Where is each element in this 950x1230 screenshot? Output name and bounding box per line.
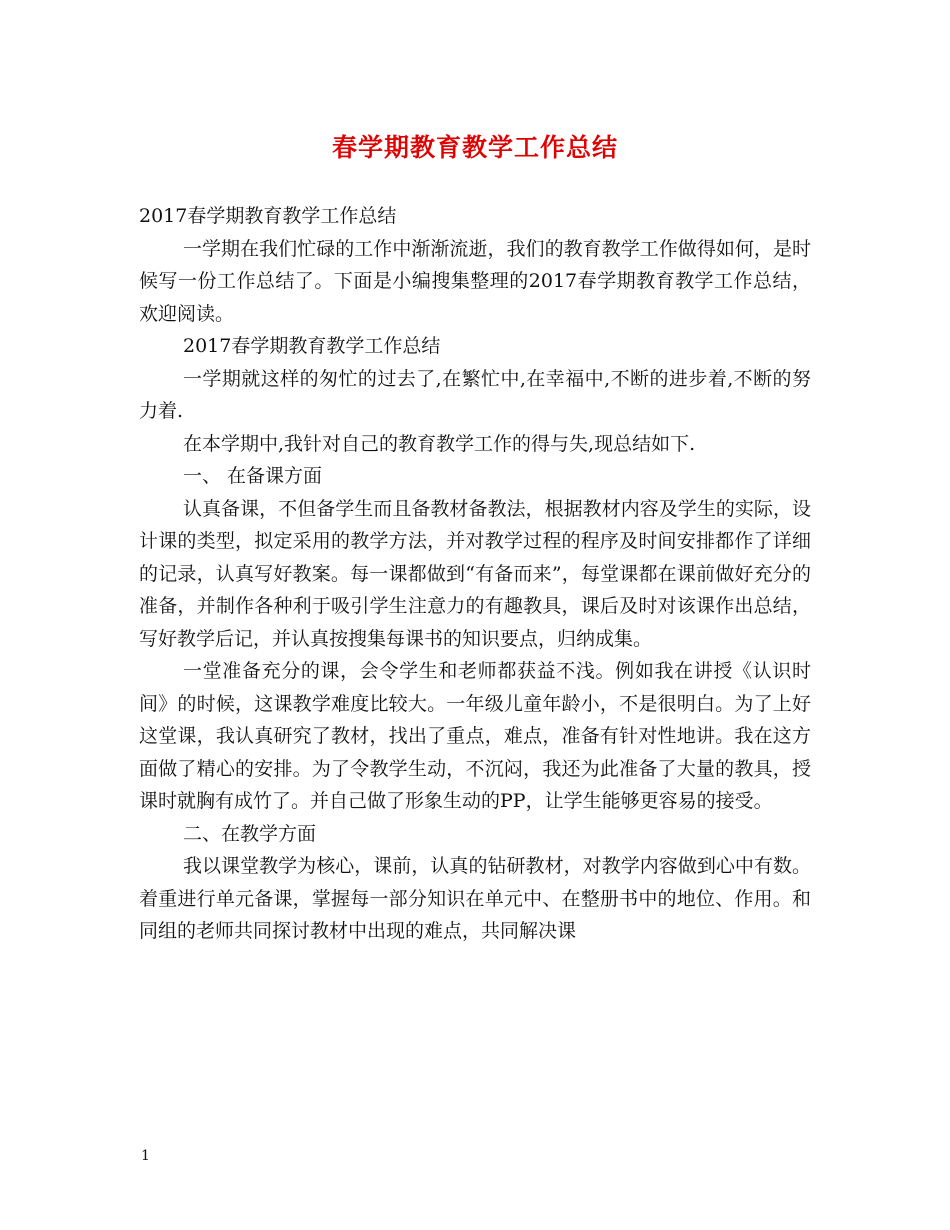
document-body	[139, 200, 811, 948]
paragraph-subtitle: 2017春学期教育教学工作总结	[139, 205, 397, 227]
section-heading-lesson-prep: 一、 在备课方面	[183, 465, 323, 487]
paragraph-opening: 一学期就这样的匆忙的过去了,在繁忙中,在幸福中,不断的进步着,不断的努力着.	[139, 367, 811, 422]
paragraph-example: 一堂准备充分的课，会令学生和老师都获益不浅。例如我在讲授《认识时间》的时候，这课教学难度比较大。一年级儿童年龄小，不是很明白。为了上好这堂课，我认真研究了教材，找出了重点，难点，准备有针对性地讲。我在这方面做了精心的安排。为了令教学生动，不沉闷，我还为此准备了大量的教具，授课时就胸有成竹了。并自己做了形象生动的PP，让学生能够更容易的接受。	[139, 660, 811, 812]
paragraph-intro: 一学期在我们忙碌的工作中渐渐流逝，我们的教育教学工作做得如何，是时候写一份工作总结了。下面是小编搜集整理的2017春学期教育教学工作总结，欢迎阅读。	[139, 237, 811, 325]
paragraph-summary-lead: 在本学期中,我针对自己的教育教学工作的得与失,现总结如下.	[183, 432, 696, 455]
section-heading-teaching: 二、在教学方面	[183, 822, 317, 845]
paragraph-lesson-prep: 认真备课，不但备学生而且备教材备教法，根据教材内容及学生的实际，设计课的类型，拟定采用的教学方法，并对教学过程的程序及时间安排都作了详细的记录，认真写好教案。每一课都做到“有备而来”，每堂课都在课前做好充分的准备，并制作各种利于吸引学生注意力的有趣教具，课后及时对该课作出总结，写好教学后记，并认真按搜集每课书的知识要点，归纳成集。	[139, 497, 811, 650]
paragraph-teaching: 我以课堂教学为核心，课前，认真的钻研教材，对教学内容做到心中有数。着重进行单元备课，掌握每一部分知识在单元中、在整册书中的地位、作用。和同组的老师共同探讨教材中出现的难点，共同解决课	[139, 855, 811, 942]
document-title: 春学期教育教学工作总结	[331, 133, 618, 162]
paragraph-heading: 2017春学期教育教学工作总结	[183, 335, 441, 357]
page-number: 1	[141, 1148, 150, 1164]
